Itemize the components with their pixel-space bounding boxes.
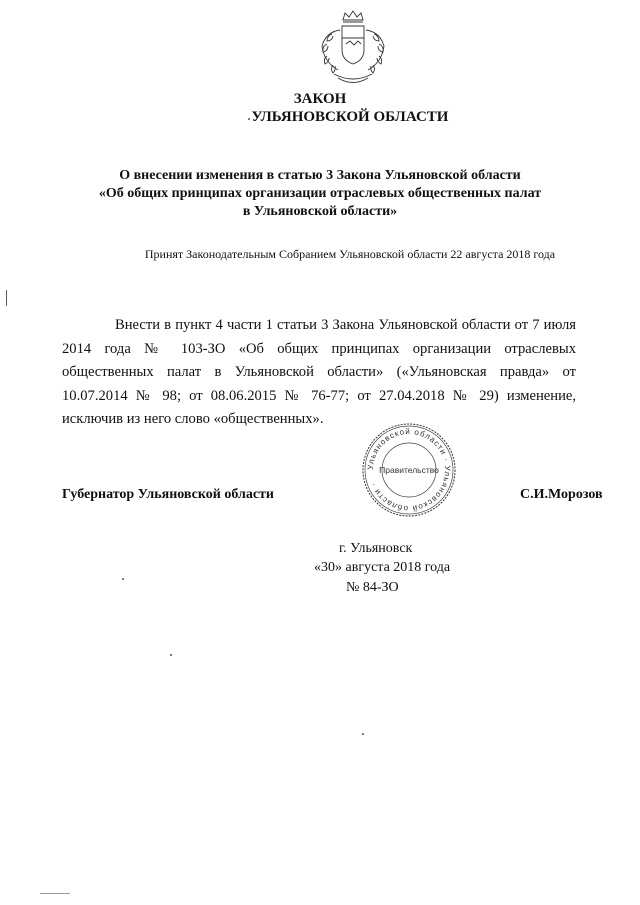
subject-line-3: в Ульяновской области»: [242, 204, 398, 219]
adoption-note: Принят Законодательным Собранием Ульяновской области 22 августа 2018 года: [144, 247, 556, 261]
subject-line-1: О внесении изменения в статью 3 Закона Ульяновской области: [119, 168, 521, 183]
scan-speck: [6, 290, 7, 306]
scan-speck: [170, 654, 172, 656]
signing-city: г. Ульяновск: [339, 541, 413, 556]
law-title: ЗАКОН: [293, 91, 347, 107]
law-body-paragraph: Внести в пункт 4 части 1 статьи 3 Закона Ульяновской области от 7 июля 2014 года № 103-ЗО «Об общих принципах организации отраслевых общественных палат в Ульяновской области» («Ульяновская правда» от 10.07.2014 № 98; от 08.06.2015 № 76-77; от 27.04.2018 № 29) изменение, исключив из него слово «общественных».: [62, 317, 576, 428]
scan-speck: [40, 893, 70, 894]
governor-name: С.И.Морозов: [520, 487, 603, 502]
scan-speck: [122, 578, 124, 580]
svg-text:Правительство: Правительство: [379, 465, 439, 475]
law-region: УЛЬЯНОВСКОЙ ОБЛАСТИ: [251, 109, 449, 125]
governor-title: Губернатор Ульяновской области: [62, 487, 274, 502]
subject-line-2: «Об общих принципах организации отраслевых общественных палат: [98, 186, 542, 201]
signing-date: «30» августа 2018 года: [314, 560, 451, 575]
law-number: № 84-ЗО: [346, 580, 399, 595]
scan-speck: [362, 733, 364, 735]
coat-of-arms-emblem: [312, 10, 394, 88]
government-seal-stamp: [359, 420, 459, 520]
svg-text:Ульяновской области · Ульяновс: Ульяновской области · Ульяновской области ·: [365, 426, 453, 514]
scan-speck: [248, 118, 250, 120]
